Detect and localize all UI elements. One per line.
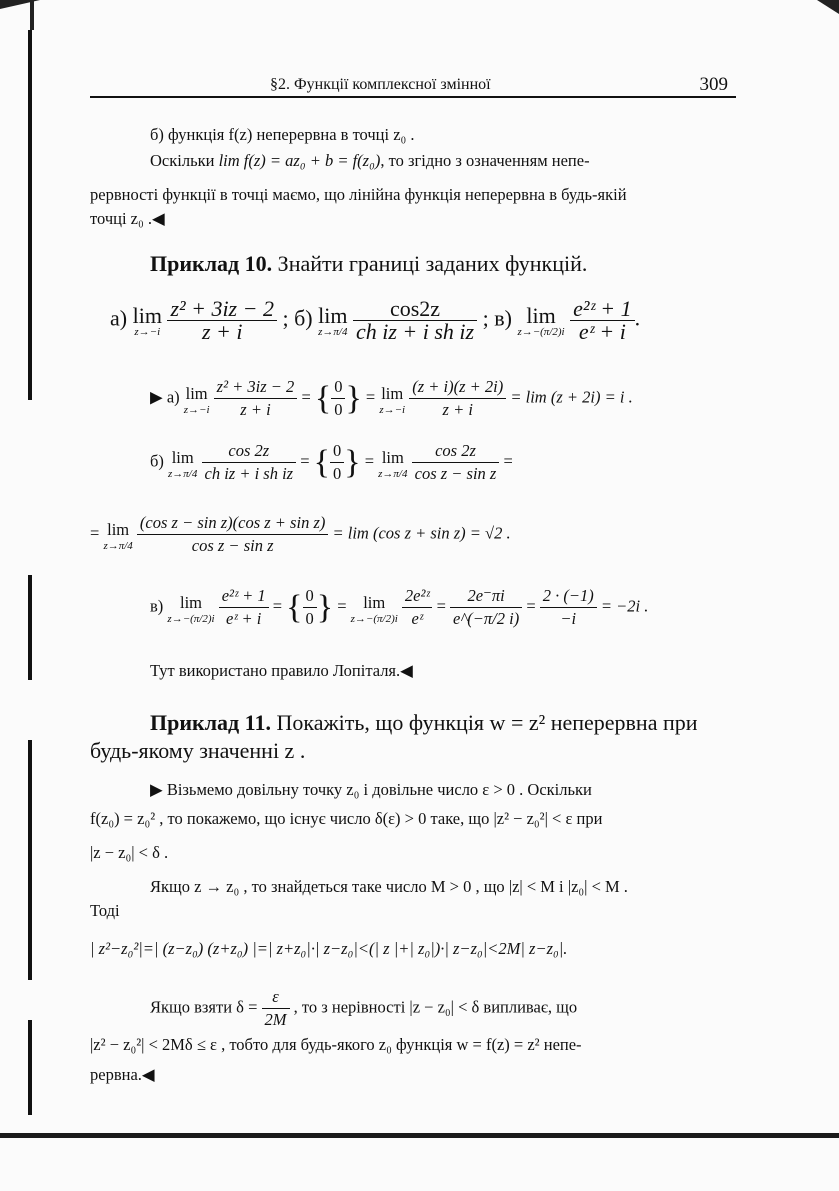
- scan-edge: [28, 30, 32, 400]
- denominator: z + i: [240, 400, 271, 419]
- heading-bold: Приклад 10.: [150, 251, 273, 276]
- fraction: [219, 585, 269, 630]
- text-line: ▶ Візьмемо довільну точку z₀ і довільне число ε > 0 . Оскільки: [150, 780, 592, 799]
- numerator: cos 2z: [412, 440, 500, 463]
- label: ; б): [282, 305, 313, 331]
- limit: [378, 447, 407, 479]
- limit-sub: z→−(π/2)i: [517, 325, 565, 338]
- text-line: Якщо z → z₀ , то знайдеться таке число M > 0 , що |z| < M і |z₀| < M .: [150, 877, 628, 896]
- text-line: [150, 986, 577, 1031]
- fraction: [409, 376, 506, 421]
- denominator: z + i: [201, 319, 243, 344]
- denominator: eᶻ + i: [226, 609, 262, 628]
- label: ; в): [482, 305, 512, 331]
- equals: =: [503, 451, 513, 471]
- example-heading: [150, 253, 587, 275]
- inequality-chain: | z²−z₀²|=| (z−z₀) (z+z₀) |=| z+z₀|·| z−z₀|<(| z |+| z₀|)·| z−z₀|<2M| z−z₀|.: [90, 939, 568, 958]
- scan-corner-mark: [30, 0, 34, 30]
- denominator: cos z − sin z: [191, 536, 274, 555]
- lim-word: lim: [381, 383, 404, 403]
- numerator: 2 · (−1): [540, 585, 597, 608]
- scan-edge: [28, 740, 32, 980]
- fraction: [330, 440, 344, 485]
- denominator: −i: [560, 609, 577, 628]
- limit: [103, 519, 132, 551]
- page-number: 309: [699, 74, 728, 95]
- fraction: [450, 585, 522, 630]
- lim-word: lim: [179, 592, 202, 612]
- limit-sub: z→−(π/2)i: [350, 612, 398, 625]
- denominator: e^(−π/2 i): [453, 609, 520, 628]
- text-span: Оскільки: [150, 151, 215, 170]
- fraction: [202, 440, 297, 485]
- label: а): [110, 305, 128, 331]
- solution-b: б) lim z→π/4 $\frac{\cos 2z}{\text{ch iz + i sh iz}}$ = { $\frac{0}{0}$ } = lim z→π/4 $\frac{\cos 2z}{\text{cos z − sin z}}$ =: [150, 441, 513, 483]
- text-line: рервна.◀: [90, 1065, 155, 1084]
- formula-tail: = −2i .: [600, 596, 649, 616]
- heading-bold: Приклад 11.: [150, 710, 271, 735]
- text-line: точці z₀ .◀: [90, 209, 165, 228]
- fraction: [303, 585, 317, 630]
- fraction: [540, 585, 597, 630]
- fraction: [402, 585, 433, 630]
- limit: [167, 592, 214, 624]
- limit-sub: z→−(π/2)i: [167, 612, 215, 625]
- fraction: [353, 298, 477, 343]
- task-formulas: а) lim z→−i $\frac{\text{z² + 3iz − 2}}{z + i}$ ; б) lim z→π/4 $\frac{\cos 2z}{\text{ch iz + i sh iz}}$ ; в) lim z→−(π/2)i $\frac{\text{e²ᶻ + 1}}{\text{eᶻ + i}}$ .: [110, 296, 641, 344]
- limit: [351, 592, 398, 624]
- numerator: (z + i)(z + 2i): [409, 376, 506, 399]
- denominator: z + i: [442, 400, 473, 419]
- heading-line: будь-якому значенні z .: [90, 738, 306, 763]
- scan-corner-mark: [817, 0, 839, 14]
- brace: }: [316, 588, 334, 626]
- denominator: 0: [333, 464, 342, 483]
- fraction: [331, 376, 345, 421]
- fraction: [214, 376, 298, 421]
- example-heading: [150, 712, 698, 734]
- text-span: Якщо взяти δ =: [150, 997, 258, 1017]
- text-line: |z − z₀| < δ .: [90, 843, 169, 862]
- section-title: §2. Функції комплексної змінної: [270, 76, 491, 93]
- scan-edge: [28, 575, 32, 680]
- numerator: (cos z − sin z)(cos z + sin z): [137, 512, 328, 535]
- limit-sub: z→−i: [134, 325, 161, 338]
- text-line: |z² − z₀²| < 2Mδ ≤ ε , тобто для будь-якого z₀ функція w = f(z) = z² непе-: [90, 1035, 582, 1054]
- scan-bottom-edge: [0, 1133, 839, 1138]
- denominator: 0: [334, 400, 343, 419]
- numerator: e²ᶻ + 1: [570, 298, 635, 321]
- limit: lim z→−(π/2)i: [517, 302, 565, 338]
- label: б): [150, 451, 164, 471]
- text-line: [150, 150, 590, 172]
- brace: {: [314, 379, 332, 417]
- lim-word: lim: [185, 383, 208, 403]
- numerator: 2e²ᶻ: [402, 585, 433, 608]
- brace: }: [344, 443, 361, 481]
- formula-tail: = lim (cos z + sin z) = √2 .: [332, 523, 511, 543]
- numerator: e²ᶻ + 1: [219, 585, 269, 608]
- limit: lim z→−i: [132, 302, 162, 338]
- marker: ▶ а): [150, 387, 180, 407]
- brace: }: [345, 379, 362, 417]
- brace: {: [313, 443, 330, 481]
- denominator: ch iz + i sh iz: [355, 319, 475, 344]
- denominator: eᶻ + i: [578, 319, 626, 344]
- text-line: б) функція f(z) неперервна в точці z₀ .: [150, 125, 415, 144]
- numerator: z² + 3iz − 2: [167, 298, 277, 321]
- solution-a: ▶ а) lim z→−i $\frac{\text{z² + 3iz − 2}}{z + i}$ = { $\frac{0}{0}$ } = lim z→−i $\frac{(z + i)(z + 2i)}{z + i}$ = lim (z + 2i) = i .: [150, 377, 633, 419]
- text-line: Тоді: [90, 901, 120, 920]
- text-line: Тут використано правило Лопіталя.◀: [150, 661, 413, 680]
- formula-limit: lim f(z) = az₀ + b = f(z₀): [218, 151, 381, 170]
- fraction: [412, 440, 500, 485]
- fraction: [570, 298, 635, 343]
- formula-tail: = lim (z + 2i) = i .: [510, 387, 633, 407]
- limit-sub: z→π/4: [378, 467, 408, 480]
- fraction: [137, 512, 328, 557]
- scan-edge: [28, 1020, 32, 1115]
- numerator: ε: [262, 986, 290, 1009]
- lim-word: lim: [107, 519, 130, 539]
- numerator: 2e⁻πi: [450, 585, 522, 608]
- numerator: z² + 3iz − 2: [214, 376, 298, 399]
- denominator: 0: [305, 609, 314, 628]
- lim-word: lim: [381, 447, 404, 467]
- limit: lim z→π/4: [318, 302, 348, 338]
- limit-sub: z→−i: [183, 403, 210, 416]
- denominator: cos z − sin z: [414, 464, 497, 483]
- heading-text: Знайти границі заданих функцій.: [277, 251, 588, 276]
- limit-sub: z→π/4: [103, 539, 133, 552]
- text-line: f(z₀) = z₀² , то покажемо, що існує число δ(ε) > 0 таке, що |z² − z₀²| < ε при: [90, 809, 603, 828]
- label: в): [150, 596, 164, 616]
- limit: [379, 383, 405, 415]
- limit-sub: z→π/4: [168, 467, 198, 480]
- limit: [168, 447, 197, 479]
- running-header: [90, 74, 736, 98]
- solution-b-cont: = lim z→π/4 $\frac{\text{(cos z − sin z)(cos z + sin z)}}{\text{cos z − sin z}}$ = lim (cos z + sin z) = √2 .: [90, 513, 511, 555]
- numerator: 0: [303, 585, 317, 608]
- numerator: 0: [331, 376, 345, 399]
- fraction: [167, 298, 277, 343]
- denominator: eᶻ: [411, 609, 423, 628]
- scan-corner-mark: [0, 0, 40, 9]
- text-line: рервності функції в точці маємо, що лінійна функція неперервна в будь-якій: [90, 185, 627, 204]
- limit: [184, 383, 210, 415]
- fraction: [262, 986, 290, 1031]
- lim-word: lim: [363, 592, 386, 612]
- heading-text: Покажіть, що функція w = z² неперервна при: [276, 710, 698, 735]
- denominator: ch iz + i sh iz: [204, 464, 294, 483]
- text-span: , то з нерівності |z − z₀| < δ випливає, що: [293, 997, 578, 1017]
- denominator: 2M: [264, 1010, 287, 1029]
- numerator: cos 2z: [202, 440, 297, 463]
- brace: {: [286, 588, 303, 626]
- numerator: cos2z: [353, 298, 477, 321]
- limit-sub: z→−i: [379, 403, 406, 416]
- lim-word: lim: [171, 447, 194, 467]
- text-span: , то згідно з означенням непе-: [380, 151, 590, 170]
- limit-sub: z→π/4: [318, 325, 348, 338]
- numerator: 0: [330, 440, 344, 463]
- solution-c: в) lim z→−(π/2)i $\frac{\text{e²ᶻ + 1}}{\text{eᶻ + i}}$ = { $\frac{0}{0}$ } = lim z→−(π/2)i $\frac{\text{2e²ᶻ}}{\text{eᶻ}}$ = $\frac{2e^-\pi i}{e\^{}(-\pi/2 i)}$ = $\frac{2 \cdot (-1)}{-i}$ = −2i .: [150, 586, 649, 628]
